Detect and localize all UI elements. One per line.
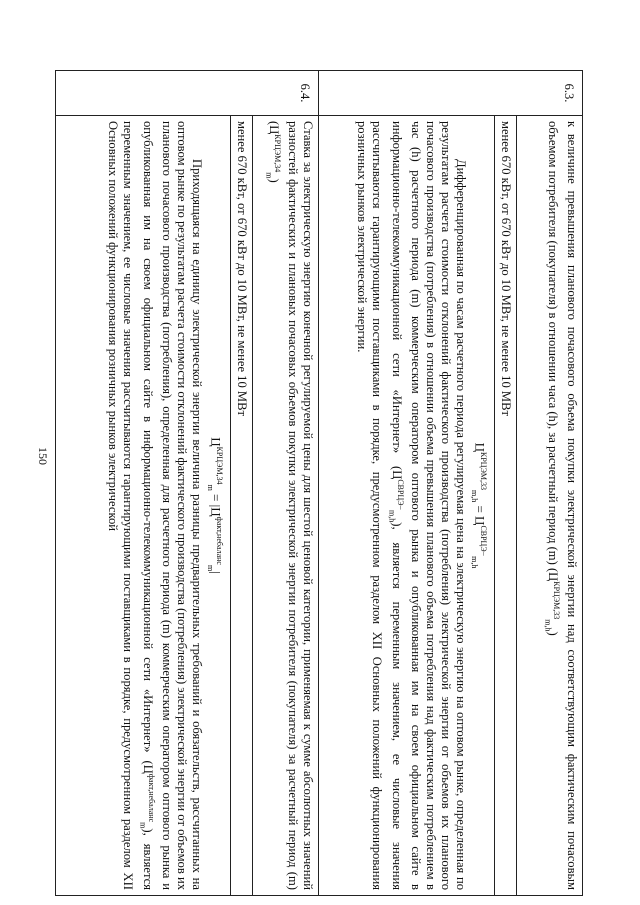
row-6-4-formula: $Ц^{КРЦЭМ,34}_m = |Ц^{факт,небаланс}_m|$ (206, 437, 224, 574)
row-6-4-body-cell (56, 116, 253, 896)
row-6-3-subheader: менее 670 кВт, от 670 кВт до 10 МВт, не менее 10 МВт (494, 116, 516, 895)
table-row-6-4-body (56, 71, 253, 896)
row-number-6-4: 6.4. (56, 71, 319, 116)
row-6-4-description: Приходящаяся на единицу электрической энергии величина разницы предварительных требований и обязательств, рассчитанных на оптовом рынке по результатам расчета стоимости отклонений фактического производства (потребления) электрической энергии от объемов их планового почасового производства (потребления), определенная для расчетного периода (m) коммерческим оператором оптового рынка и опубликованная им на своем официальном сайте в информационно-телекоммуникационной сети «Интернет» $(Ц^{факт,небаланс}_m)$, является переменным значением, ее числовые значения рассчитываются гарантирующими поставщиками в порядке, предусмотренном разделом XII Основных положений функционирования розничных рынков электрической (106, 121, 205, 890)
tariff-table (55, 70, 583, 896)
row-6-3-description: Дифференцированная по часам расчетного периода регулируемая цена на электрическую энергию на оптовом рынке, определенная по результатам расчета стоимости отклонений фактического производства (потребления) электрической энергии от объемов их планового почасового производства (потребления) в отношении объема превышения планового объема потребления над фактическим потреблением в час (h) расчетного периода (m) коммерческим оператором оптового рынка и опубликованная им на своем официальном сайте в информационно-телекоммуникационной сети «Интернет» $(Ц^{СВРЦЭ-}_{m,h})$, является переменным значением, ее числовые значения рассчитываются гарантирующими поставщиками в порядке, предусмотренном разделом XII Основных положений функционирования розничных рынков электрической энергии. (355, 121, 469, 890)
rotated-page-content (55, 70, 583, 895)
row-6-3-body-cell (319, 116, 517, 896)
row-6-3-intro-cell (517, 116, 583, 896)
row-6-4-intro-text: Ставка за электрическую энергию конечной регулируемой цены для шестой ценовой категории, применяемая к сумме абсолютных значений разностей фактических и плановых почасовых объемов покупки электрической энергии потребителя (покупателя) за расчетный период (m) $(Ц^{КРЦЭМ,34}_m)$ (264, 121, 315, 890)
row-6-4-intro-cell (253, 116, 319, 896)
table-row-6-4-intro (253, 71, 319, 896)
table-row-6-3-body (319, 71, 517, 896)
table-row-6-3-intro (517, 71, 583, 896)
page-number: 150 (36, 447, 50, 465)
row-number-6-3: 6.3. (319, 71, 583, 116)
row-6-3-intro-text: к величине превышения планового почасового объема покупки электрической энергии над соответствующим фактическим почасовым объемом потребителя (покупателя) в отношении часа (h), за расчетный период (m) $(Ц^{КРЦЭМ,33}_{m,h})$ (543, 121, 579, 890)
row-6-3-symbol: $(Ц^{КРЦЭМ,33}_{m,h})$ (543, 567, 561, 636)
row-6-4-subheader: менее 670 кВт, от 670 кВт до 10 МВт, не менее 10 МВт (230, 116, 252, 895)
row-6-3-formula: $Ц^{КРЦЭМ,33}_{m,h} = Ц^{СВРЦЭ-}_{m,h}$ (470, 442, 488, 569)
